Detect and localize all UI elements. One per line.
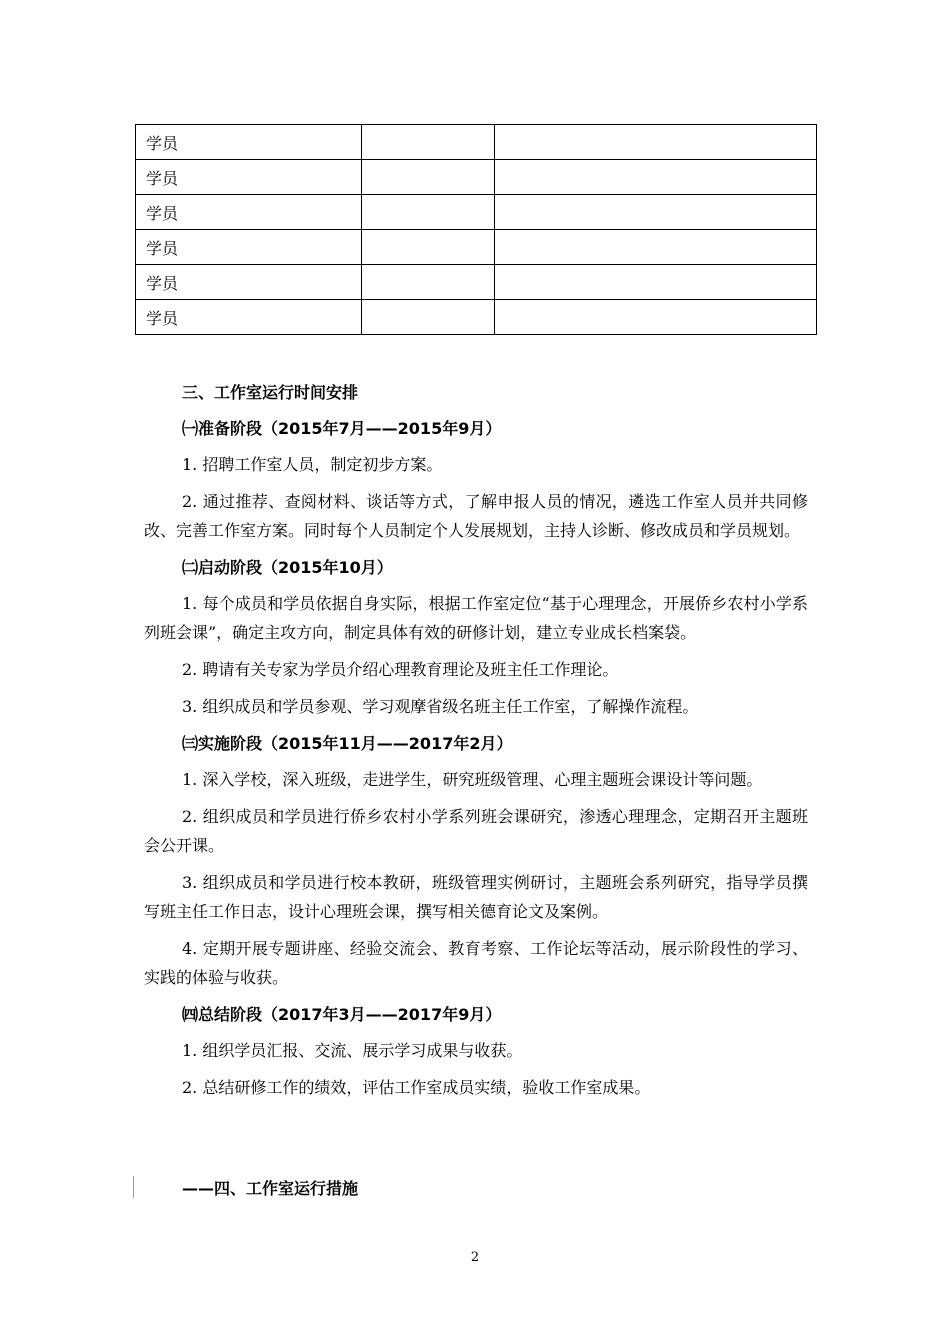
phase-heading: ㈣总结阶段（2017年3月——2017年9月） — [182, 1005, 502, 1024]
table-row — [136, 195, 817, 230]
table-row — [136, 160, 817, 195]
table-cell — [495, 160, 817, 195]
paragraph: 3. 组织成员和学员进行校本教研，班级管理实例研讨，主题班会系列研究，指导学员撰写班主任工作日志，设计心理班会课，撰写相关德育论文及案例。 — [144, 873, 808, 921]
table-cell — [495, 265, 817, 300]
table-cell — [495, 300, 817, 335]
change-bar — [133, 1176, 134, 1198]
table-row — [136, 300, 817, 335]
section-heading: ——四、工作室运行措施 — [182, 1179, 359, 1198]
document-body — [144, 370, 808, 1102]
table-cell — [362, 230, 495, 265]
table-row — [136, 230, 817, 265]
member-table — [135, 124, 817, 335]
paragraph: 2. 总结研修工作的绩效，评估工作室成员实绩，验收工作室成果。 — [182, 1078, 651, 1097]
table-cell: 学员 — [136, 195, 362, 230]
page-number: 2 — [470, 1250, 480, 1265]
member-table-wrapper — [135, 124, 816, 335]
phase-heading: ㈢实施阶段（2015年11月——2017年2月） — [182, 734, 513, 753]
section-heading: 三、工作室运行时间安排 — [182, 383, 359, 402]
paragraph: 4. 定期开展专题讲座、经验交流会、教育考察、工作论坛等活动，展示阶段性的学习、实践的体验与收获。 — [144, 939, 808, 987]
paragraph: 1. 深入学校，深入班级，走进学生，研究班级管理、心理主题班会课设计等问题。 — [182, 770, 763, 789]
paragraph: 2. 通过推荐、查阅材料、谈话等方式，了解申报人员的情况，遴选工作室人员并共同修改、完善工作室方案。同时每个人员制定个人发展规划，主持人诊断、修改成员和学员规划。 — [144, 492, 808, 540]
table-cell: 学员 — [136, 230, 362, 265]
table-cell — [362, 265, 495, 300]
paragraph: 2. 组织成员和学员进行侨乡农村小学系列班会课研究，渗透心理理念，定期召开主题班会公开课。 — [144, 807, 808, 855]
table-cell: 学员 — [136, 125, 362, 160]
phase-heading: ㈡启动阶段（2015年10月） — [182, 558, 393, 577]
table-cell — [495, 125, 817, 160]
table-cell: 学员 — [136, 265, 362, 300]
table-cell: 学员 — [136, 300, 362, 335]
paragraph: 3. 组织成员和学员参观、学习观摩省级名班主任工作室，了解操作流程。 — [182, 697, 699, 716]
paragraph: 1. 招聘工作室人员，制定初步方案。 — [182, 455, 443, 474]
table-row — [136, 125, 817, 160]
table-cell — [495, 195, 817, 230]
table-cell — [362, 125, 495, 160]
table-cell — [362, 160, 495, 195]
phase-heading: ㈠准备阶段（2015年7月——2015年9月） — [182, 419, 502, 438]
table-cell — [495, 230, 817, 265]
paragraph: 1. 每个成员和学员依据自身实际，根据工作室定位“基于心理理念，开展侨乡农村小学系列班会课”，确定主攻方向，制定具体有效的研修计划，建立专业成长档案袋。 — [144, 594, 808, 642]
table-cell: 学员 — [136, 160, 362, 195]
table-row — [136, 265, 817, 300]
table-cell — [362, 300, 495, 335]
paragraph: 2. 聘请有关专家为学员介绍心理教育理论及班主任工作理论。 — [182, 660, 619, 679]
paragraph: 1. 组织学员汇报、交流、展示学习成果与收获。 — [182, 1041, 523, 1060]
table-cell — [362, 195, 495, 230]
